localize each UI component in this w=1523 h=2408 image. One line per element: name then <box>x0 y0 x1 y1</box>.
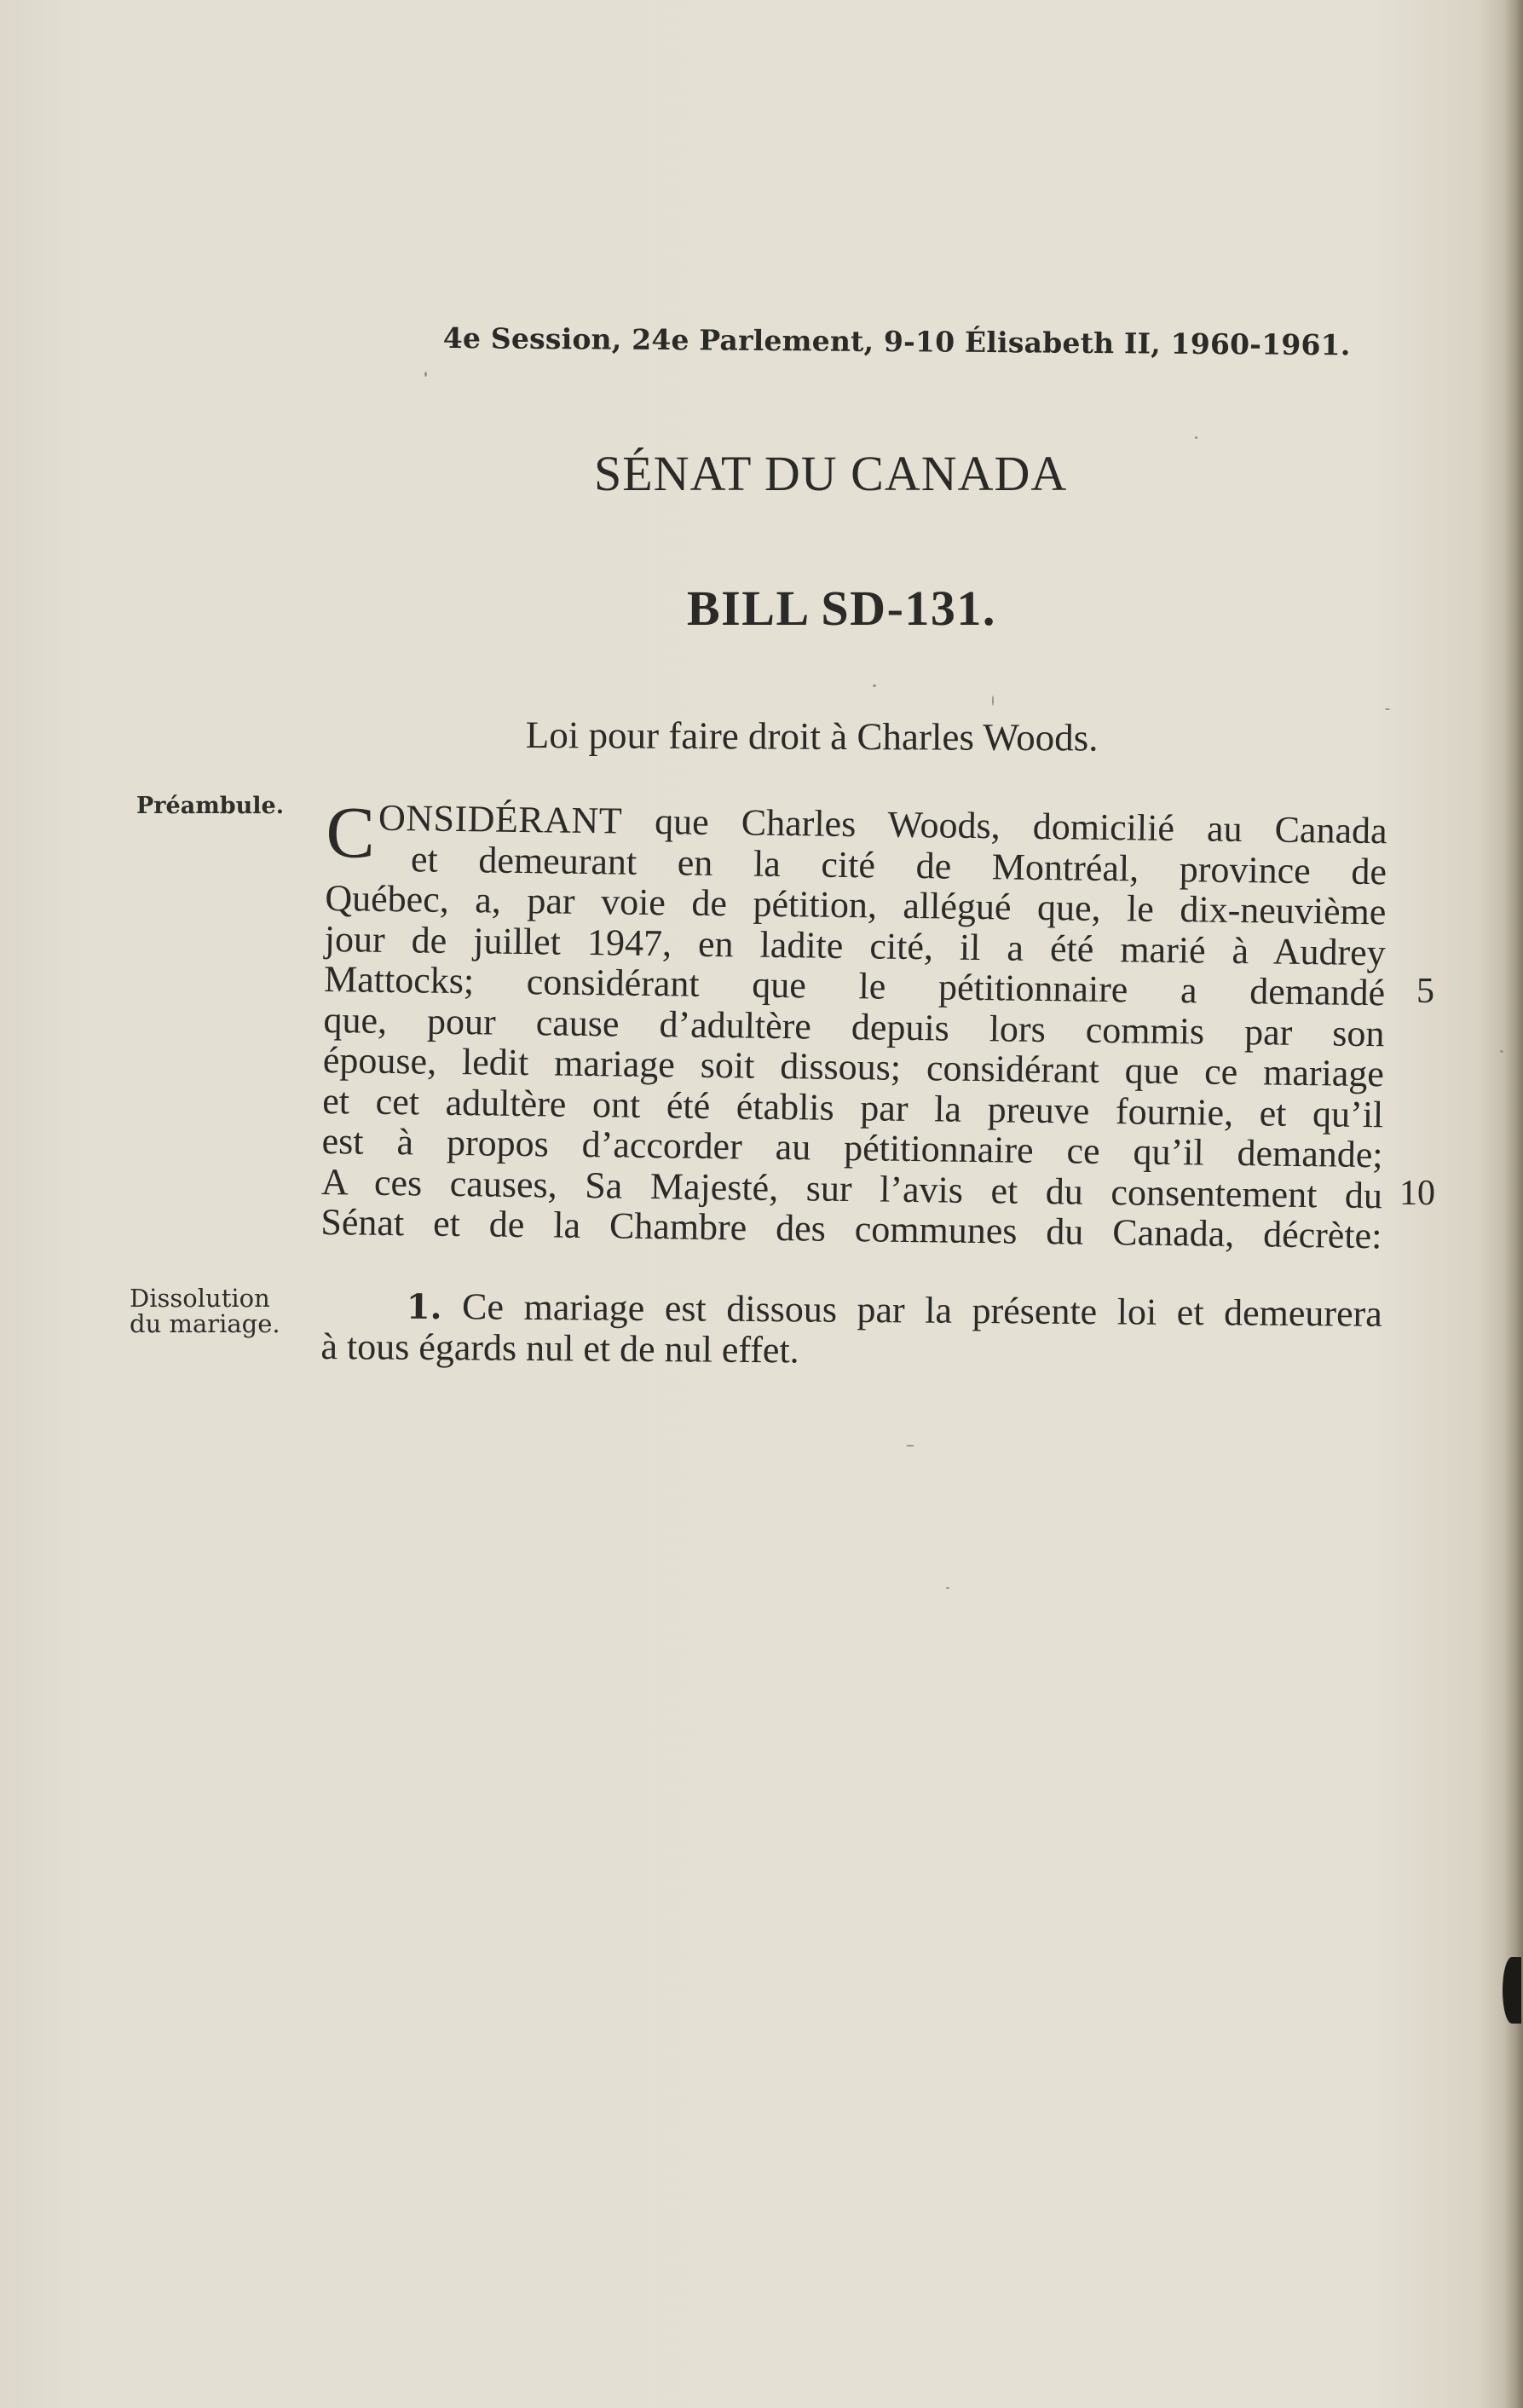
preamble-lead-word: ONSIDÉRANT <box>378 796 623 842</box>
line-number-5: 5 <box>1416 972 1434 1011</box>
section-1 <box>320 1285 1382 1375</box>
bill-title: Loi pour faire droit à Charles Woods. <box>525 713 1099 759</box>
chamber-title: SÉNAT DU CANADA <box>594 446 1068 501</box>
preamble-line: jour de juillet 1947, en ladite cité, il a été marié à Audrey <box>324 917 1387 973</box>
section-1-text: Ce mariage est dissous par la présente loi et demeurera <box>441 1285 1382 1335</box>
preamble-line: que, pour cause d’adultère depuis lors commis par son <box>323 998 1385 1054</box>
page-edge-shadow <box>1504 0 1523 2408</box>
section-number: 1. <box>406 1286 442 1328</box>
binding-punch-hole <box>1503 1957 1521 2024</box>
margin-note-dissolution-line1: Dissolution <box>130 1284 270 1313</box>
line-number-10: 10 <box>1399 1174 1435 1213</box>
margin-note-dissolution <box>130 1285 280 1337</box>
section-1-line: à tous égards nul et de nul effet. <box>320 1325 799 1371</box>
session-header: 4e Session, 24e Parlement, 9-10 Élisabeth II, 1960-1961. <box>442 321 1351 362</box>
preamble-line: est à propos d’accorder au pétitionnaire ce qu’il demande; <box>321 1119 1383 1176</box>
preamble-text <box>320 791 1387 1257</box>
drop-cap: C <box>325 791 376 874</box>
margin-note-preambule: Préambule. <box>136 793 285 819</box>
preamble-line: Québec, a, par voie de pétition, allégué que, le dix-neuvième <box>325 876 1387 933</box>
margin-note-dissolution-line2: du mariage. <box>130 1309 280 1338</box>
preamble-line: Mattocks; considérant que le pétitionnaire a demandé <box>323 957 1386 1014</box>
preamble-line: A ces causes, Sa Majesté, sur l’avis et du consentement du <box>320 1160 1383 1216</box>
preamble-line: épouse, ledit mariage soit dissous; considérant que ce mariage <box>322 1038 1385 1095</box>
preamble-line: Sénat et de la Chambre des communes du Canada, décrète: <box>320 1200 1382 1257</box>
bill-number: BILL SD-131. <box>687 580 996 636</box>
preamble-line: et cet adultère ont été établis par la preuve fournie, et qu’il <box>322 1079 1384 1135</box>
preamble-line-text: que Charles Woods, domicilié au Canada <box>621 800 1387 852</box>
preamble-line: et demeurant en la cité de Montréal, province de <box>410 837 1387 892</box>
